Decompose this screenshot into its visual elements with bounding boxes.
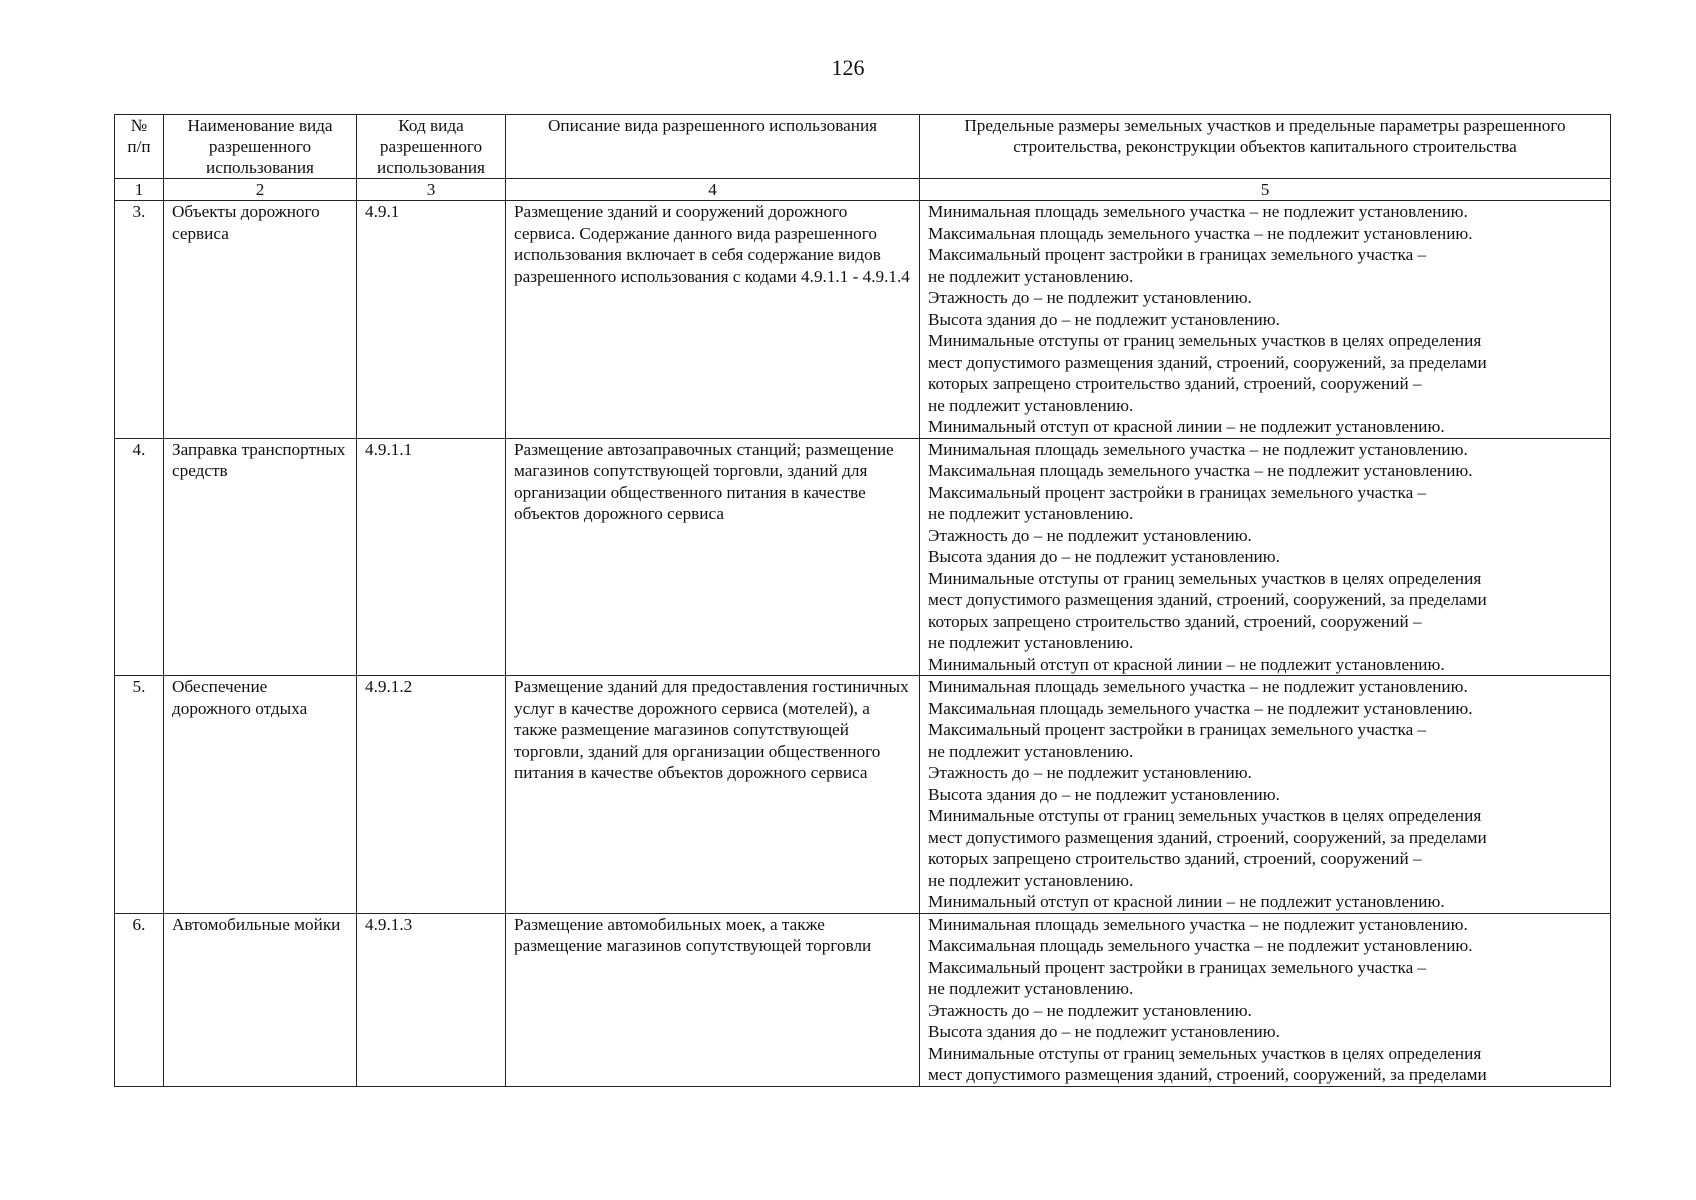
parameter-line: не подлежит установлению. [928, 741, 1134, 761]
header-parameters: Предельные размеры земельных участков и предельные параметры разрешенного строительства, реконструкции объектов капитального строительства [920, 115, 1611, 179]
use-name: Автомобильные мойки [164, 913, 357, 1086]
header-code: Код вида разрешенного использования [357, 115, 506, 179]
parameter-line: Минимальная площадь земельного участка – не подлежит установлению. [928, 439, 1468, 459]
parameter-line: Минимальная площадь земельного участка – не подлежит установлению. [928, 914, 1468, 934]
use-parameters [920, 676, 1611, 914]
parameter-line: Высота здания до – не подлежит установлению. [928, 309, 1280, 329]
use-name: Объекты дорожного сервиса [164, 201, 357, 439]
parameter-line: не подлежит установлению. [928, 633, 1134, 652]
parameter-line: Максимальная площадь земельного участка – не подлежит установлению. [928, 698, 1473, 718]
parameter-line: мест допустимого размещения зданий, строений, сооружений, за пределами [928, 590, 1487, 609]
parameter-line: мест допустимого размещения зданий, строений, сооружений, за пределами [928, 827, 1487, 847]
parameter-line: Максимальная площадь земельного участка – не подлежит установлению. [928, 461, 1473, 480]
use-description: Размещение зданий для предоставления гостиничных услуг в качестве дорожного сервиса (мотелей), а также размещение магазинов сопутствующей торговли, зданий для организации общественного питания в качестве объектов дорожного сервиса [506, 676, 920, 914]
parameter-line: Минимальная площадь земельного участка – не подлежит установлению. [928, 677, 1468, 696]
column-number: 3 [357, 179, 506, 201]
parameter-line: мест допустимого размещения зданий, строений, сооружений, за пределами [928, 1065, 1487, 1084]
use-description: Размещение зданий и сооружений дорожного сервиса. Содержание данного вида разрешенного использования включает в себя содержание видов разрешенного использования с кодами 4.9.1.1 - 4.9.1.4 [506, 201, 920, 439]
row-number: 6. [115, 913, 164, 1086]
parameter-line: Высота здания до – не подлежит установлению. [928, 784, 1280, 804]
column-number: 4 [506, 179, 920, 201]
use-description: Размещение автомобильных моек, а также размещение магазинов сопутствующей торговли [506, 913, 920, 1086]
parameter-line: мест допустимого размещения зданий, строений, сооружений, за пределами [928, 352, 1487, 372]
row-number: 5. [115, 676, 164, 914]
parameter-line: Этажность до – не подлежит установлению. [928, 525, 1252, 545]
parameter-line: Максимальная площадь земельного участка – не подлежит установлению. [928, 936, 1473, 955]
land-use-table [114, 114, 1611, 1087]
parameter-line: Минимальные отступы от границ земельных участков в целях определения [928, 568, 1482, 588]
parameter-line: Минимальный отступ от красной линии – не подлежит установлению. [928, 654, 1445, 674]
parameter-line: Минимальные отступы от границ земельных участков в целях определения [928, 806, 1482, 825]
parameter-line: не подлежит установлению. [928, 870, 1134, 890]
use-code: 4.9.1 [357, 201, 506, 439]
parameter-line: не подлежит установлению. [928, 979, 1134, 998]
parameter-line: Этажность до – не подлежит установлению. [928, 763, 1252, 782]
column-number: 5 [920, 179, 1611, 201]
parameter-line: Максимальный процент застройки в границах земельного участка – [928, 720, 1427, 739]
page-number: 126 [831, 55, 865, 80]
parameter-line: Этажность до – не подлежит установлению. [928, 1000, 1252, 1020]
use-parameters [920, 438, 1611, 676]
use-parameters [920, 913, 1611, 1086]
use-parameters [920, 201, 1611, 439]
header-row [115, 115, 1611, 179]
table-row [115, 913, 1611, 1086]
parameter-line: не подлежит установлению. [928, 504, 1134, 523]
header-name: Наименование вида разрешенного использования [164, 115, 357, 179]
parameter-line: Минимальные отступы от границ земельных участков в целях определения [928, 331, 1482, 350]
parameter-line: не подлежит установлению. [928, 395, 1134, 415]
parameter-line: Минимальные отступы от границ земельных участков в целях определения [928, 1043, 1482, 1063]
row-number: 3. [115, 201, 164, 439]
parameter-line: Высота здания до – не подлежит установлению. [928, 547, 1280, 566]
parameter-line: которых запрещено строительство зданий, строений, сооружений – [928, 849, 1422, 868]
parameter-line: Минимальный отступ от красной линии – не подлежит установлению. [928, 892, 1445, 911]
column-number-row [115, 179, 1611, 201]
parameter-line: Высота здания до – не подлежит установлению. [928, 1022, 1280, 1041]
parameter-line: которых запрещено строительство зданий, строений, сооружений – [928, 374, 1422, 393]
column-number: 1 [115, 179, 164, 201]
parameter-line: Максимальный процент застройки в границах земельного участка – [928, 482, 1427, 502]
use-code: 4.9.1.1 [357, 438, 506, 676]
table-row [115, 201, 1611, 439]
use-name: Обеспечение дорожного отдыха [164, 676, 357, 914]
header-number: № п/п [115, 115, 164, 179]
parameter-line: которых запрещено строительство зданий, строений, сооружений – [928, 611, 1422, 631]
table-row [115, 676, 1611, 914]
parameter-line: Максимальный процент застройки в границах земельного участка – [928, 245, 1427, 264]
use-code: 4.9.1.3 [357, 913, 506, 1086]
parameter-line: Этажность до – не подлежит установлению. [928, 288, 1252, 307]
column-number: 2 [164, 179, 357, 201]
parameter-line: Максимальная площадь земельного участка – не подлежит установлению. [928, 223, 1473, 243]
use-name: Заправка транспортных средств [164, 438, 357, 676]
parameter-line: Минимальная площадь земельного участка – не подлежит установлению. [928, 202, 1468, 221]
parameter-line: Минимальный отступ от красной линии – не подлежит установлению. [928, 417, 1445, 436]
use-description: Размещение автозаправочных станций; размещение магазинов сопутствующей торговли, зданий для организации общественного питания в качестве объектов дорожного сервиса [506, 438, 920, 676]
row-number: 4. [115, 438, 164, 676]
parameter-line: не подлежит установлению. [928, 266, 1134, 286]
use-code: 4.9.1.2 [357, 676, 506, 914]
header-description: Описание вида разрешенного использования [506, 115, 920, 179]
table-row [115, 438, 1611, 676]
parameter-line: Максимальный процент застройки в границах земельного участка – [928, 957, 1427, 977]
